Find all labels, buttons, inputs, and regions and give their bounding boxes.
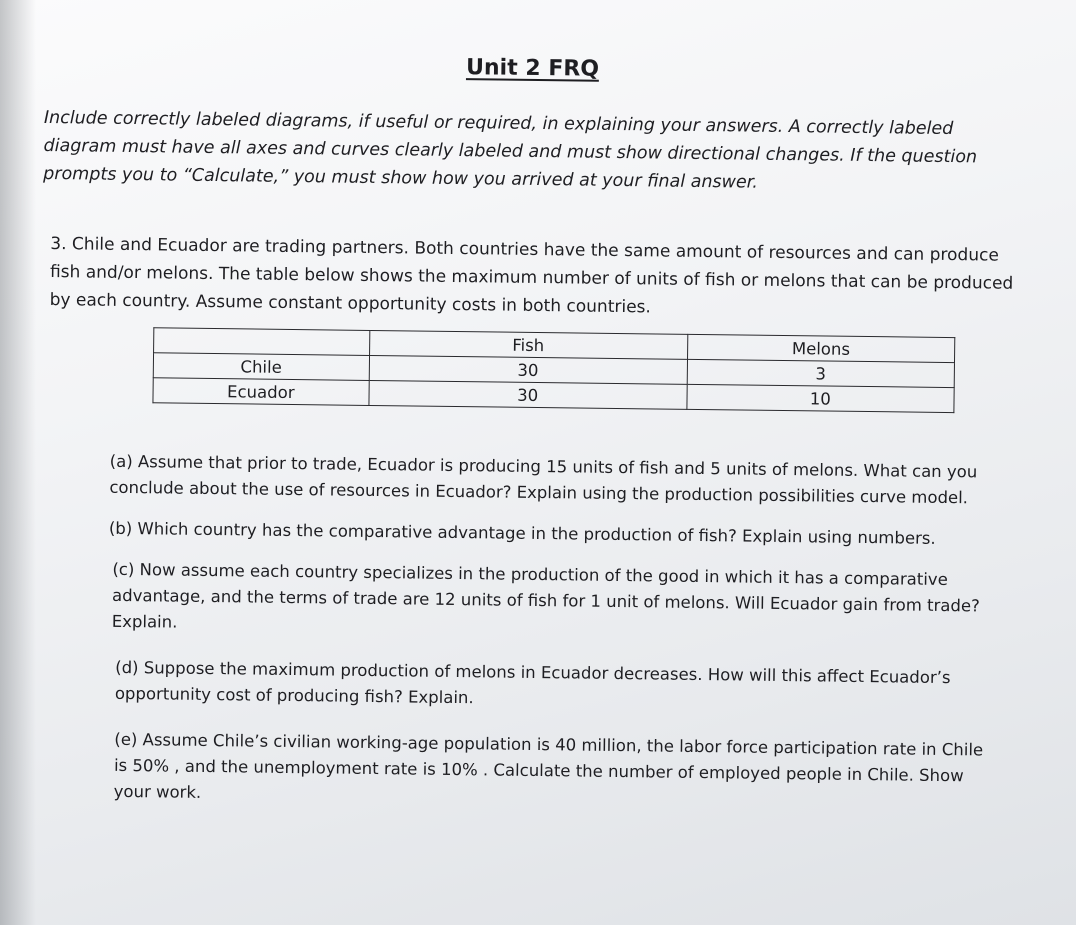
part-b: (b) Which country has the comparative advantage in the production of fish? Explain using numbers. (108, 518, 936, 548)
part-c: (c) Now assume each country specializes in the production of the good in which it has a comparative advantage, and the terms of trade are 12 units of fish for 1 unit of melons. Will Ecuador gain from trade? Explain. (111, 559, 980, 632)
production-table (152, 327, 955, 413)
table-header-cell (154, 328, 370, 356)
question-prompt: 3. Chile and Ecuador are trading partners. Both countries have the same amount of resources and can produce fish and/or melons. The table below shows the maximum number of units of fish or melons that can be produced by each country. Assume constant opportunity costs in both countries. (49, 234, 1014, 318)
country-cell: Chile (153, 353, 369, 381)
part-e: (e) Assume Chile’s civilian working-age population is 40 million, the labor force participation rate in Chile is 50% , and the unemployment rate is 10% . Calculate the number of employed people in Chile. Show your work. (113, 729, 984, 802)
fish-cell: 30 (369, 355, 687, 384)
table-header-melons: Melons (687, 334, 955, 362)
table-header-fish: Fish (369, 330, 687, 359)
question-parts (105, 449, 989, 831)
melons-cell: 10 (687, 384, 955, 412)
page-title: Unit 2 FRQ (465, 55, 600, 82)
fish-cell: 30 (368, 380, 686, 409)
country-cell: Ecuador (153, 378, 369, 406)
part-d: (d) Suppose the maximum production of melons in Ecuador decreases. How will this affect Ecuador’s opportunity cost of producing fish? Explain. (114, 657, 951, 708)
melons-cell: 3 (687, 359, 955, 387)
instructions-text: Include correctly labeled diagrams, if useful or required, in explaining your answers. A correctly labeled diagram must have all axes and curves clearly labeled and must show directional changes. If the question prompts you to “Calculate,” you must show how you arrived at your final answer. (43, 107, 978, 193)
part-a: (a) Assume that prior to trade, Ecuador is producing 15 units of fish and 5 units of melons. What can you conclude about the use of resources in Ecuador? Explain using the production possibilities curve model. (109, 451, 978, 508)
